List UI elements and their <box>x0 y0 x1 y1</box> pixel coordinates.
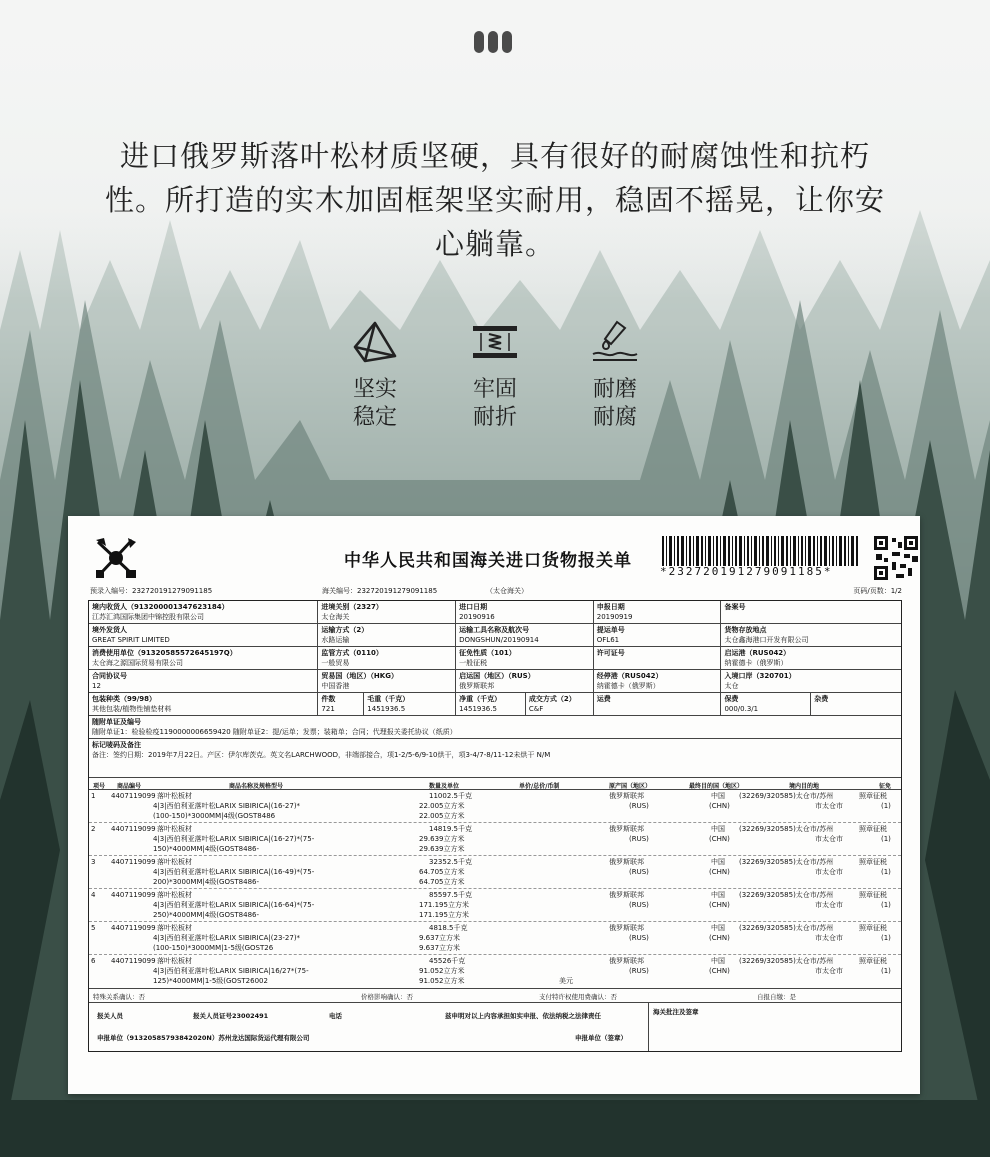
field-cell <box>89 693 318 715</box>
field-label: 贸易国（地区）（HKG） <box>321 672 398 680</box>
feature-firm-durable <box>450 318 540 432</box>
goods-origin-code: (RUS) <box>629 967 649 975</box>
field-value: 太仓海关 <box>321 613 350 621</box>
field-cell <box>721 601 901 623</box>
goods-item-row <box>89 790 901 823</box>
self-report: 自报自缴：是 <box>757 993 796 1001</box>
field-cell <box>456 670 594 692</box>
field-value: DONGSHUN/20190914 <box>459 636 539 644</box>
goods-q3: 171.195立方米 <box>419 911 469 919</box>
goods-spec2: 200)*3000MM|4级(GOST8486- <box>153 878 260 886</box>
goods-spec2: 250)*4000MM|4级(GOST8486- <box>153 911 260 919</box>
goods-q2: 9.637立方米 <box>419 934 461 942</box>
goods-domestic2: 市太仓市 <box>815 868 843 876</box>
field-value: 一般贸易 <box>321 659 350 667</box>
feature-label-line2: 耐腐 <box>592 405 637 430</box>
attached-docs-label: 随附单证及编号 <box>92 718 141 726</box>
press-spring-icon <box>450 318 540 366</box>
goods-domestic2: 市太仓市 <box>815 835 843 843</box>
pager-dot[interactable] <box>502 31 512 53</box>
goods-domestic: (32269/320585)太仓市/苏州 <box>739 858 834 866</box>
goods-q1: 85597.5千克 <box>429 891 472 899</box>
form-grid <box>88 600 902 1052</box>
goods-origin-code: (RUS) <box>629 934 649 942</box>
goods-domestic2: 市太仓市 <box>815 901 843 909</box>
special-relation: 特殊关系确认：否 <box>93 993 145 1001</box>
goods-header-cell: 最终目的国（地区） <box>689 783 744 790</box>
confirm-line <box>89 989 901 1003</box>
page-number: 页码/页数：1/2 <box>853 587 902 595</box>
goods-spec1: 4|3|西伯利亚落叶松LARIX SIBIRICA|(16-27)* <box>153 802 301 810</box>
goods-domestic2: 市太仓市 <box>815 934 843 942</box>
intro-text: 进口俄罗斯落叶松材质坚硬，具有很好的耐腐蚀性和抗朽性。所打造的实木加固框架坚实耐用，稳固不摇晃，让你安心躺靠。 <box>104 139 885 261</box>
goods-header-cell: 商品名称及规格型号 <box>229 783 284 790</box>
goods-q3: 29.639立方米 <box>419 845 465 853</box>
field-label: 监管方式（0110） <box>321 649 383 657</box>
goods-header-cell: 征免 <box>879 783 892 790</box>
goods-no: 3 <box>91 858 96 866</box>
goods-origin: 俄罗斯联邦 <box>609 924 644 932</box>
field-cell <box>594 693 722 715</box>
goods-domestic: (32269/320585)太仓市/苏州 <box>739 891 834 899</box>
goods-levy-code: (1) <box>881 835 891 843</box>
field-row <box>89 693 901 716</box>
feature-label-line1: 耐磨 <box>592 377 637 402</box>
field-label: 运费 <box>596 695 611 703</box>
goods-spec2: 150)*4000MM|4级(GOST8486- <box>153 845 260 853</box>
feature-label-line2: 耐折 <box>472 405 517 430</box>
goods-dest-code: (CHN) <box>709 802 730 810</box>
goods-q3: 91.052立方米 <box>419 977 465 985</box>
field-value: 中国香港 <box>321 682 350 690</box>
pyramid-icon <box>330 318 420 366</box>
test-tube-drop-icon <box>570 318 660 366</box>
goods-spec1: 4|3|西伯利亚落叶松LARIX SIBIRICA|(16-49)*(75- <box>153 868 315 876</box>
goods-item-row <box>89 922 901 955</box>
field-cell <box>364 693 456 715</box>
goods-spec2: 125)*4000MM|1-5级(GOST26002 <box>153 977 268 985</box>
customs-number: 海关编号：232720191279091185 <box>322 587 438 595</box>
goods-q3: 9.637立方米 <box>419 944 461 952</box>
field-label: 入境口岸（320701） <box>724 672 796 680</box>
goods-levy: 照章征税 <box>859 924 887 932</box>
field-value: 纳霍德卡（俄罗斯） <box>596 682 660 690</box>
goods-header-cell: 原产国（地区） <box>609 783 652 790</box>
goods-item-row <box>89 856 901 889</box>
goods-q2: 22.005立方米 <box>419 802 465 810</box>
field-value: 太仓 <box>724 682 739 690</box>
agent-stamp: 申报单位（签章） <box>575 1034 627 1042</box>
goods-spec1: 4|3|西伯利亚落叶松LARIX SIBIRICA|16/27*(75- <box>153 967 309 975</box>
field-label: 杂费 <box>814 695 829 703</box>
goods-levy: 照章征税 <box>859 891 887 899</box>
goods-no: 2 <box>91 825 96 833</box>
goods-dest: 中国 <box>711 957 725 965</box>
field-value: 太仓海之源国际贸易有限公司 <box>92 659 183 667</box>
field-label: 包装种类（99/98） <box>92 695 157 703</box>
field-label: 运输工具名称及航次号 <box>459 626 530 634</box>
field-value: 721 <box>321 705 335 713</box>
goods-name: 落叶松板材 <box>157 825 192 833</box>
field-label: 运输方式（2） <box>321 626 369 634</box>
field-label: 毛重（千克） <box>367 695 410 703</box>
goods-levy-code: (1) <box>881 802 891 810</box>
goods-origin: 俄罗斯联邦 <box>609 957 644 965</box>
goods-header-cell: 商品编号 <box>117 783 142 790</box>
barcode <box>662 536 858 566</box>
goods-origin-code: (RUS) <box>629 835 649 843</box>
feature-label-line1: 牢固 <box>472 377 517 402</box>
field-cell <box>456 601 594 623</box>
field-value: 水路运输 <box>321 636 350 644</box>
attached-docs-value: 随附单证1：检验检疫1190000006659420 随附单证2：提/运单；发票；装箱单；合同；代理报关委托协议（纸质） <box>92 728 457 736</box>
field-label: 净重（千克） <box>459 695 502 703</box>
customs-remarks: 海关批注及签章 <box>653 1008 699 1016</box>
field-cell <box>594 647 722 669</box>
goods-q3: 22.005立方米 <box>419 812 465 820</box>
field-value: C&F <box>528 705 544 713</box>
goods-levy: 照章征税 <box>859 825 887 833</box>
goods-no: 5 <box>91 924 96 932</box>
field-value: 20190919 <box>596 613 633 621</box>
goods-name: 落叶松板材 <box>157 792 192 800</box>
goods-origin: 俄罗斯联邦 <box>609 858 644 866</box>
pre-entry-number: 预录入编号：232720191279091185 <box>90 587 213 595</box>
pager-dot[interactable] <box>488 31 498 53</box>
goods-dest: 中国 <box>711 924 725 932</box>
royalty-confirm: 支付特许权使用费确认：否 <box>539 993 617 1001</box>
field-value: 江苏汇鸿国际集团中锦控股有限公司 <box>92 613 204 621</box>
qr-code-icon <box>874 536 918 580</box>
feature-list <box>330 318 660 432</box>
goods-levy-code: (1) <box>881 901 891 909</box>
goods-no: 6 <box>91 957 96 965</box>
goods-q2: 64.705立方米 <box>419 868 465 876</box>
pager-dots[interactable] <box>474 31 512 53</box>
field-cell <box>89 670 318 692</box>
goods-table <box>89 778 901 989</box>
goods-dest-code: (CHN) <box>709 934 730 942</box>
field-cell <box>318 601 456 623</box>
goods-code: 4407119099 <box>111 891 156 899</box>
field-value: 太仓鑫海港口开发有限公司 <box>724 636 809 644</box>
goods-levy-code: (1) <box>881 934 891 942</box>
goods-code: 4407119099 <box>111 924 156 932</box>
barcode-text: *232720191279091185* <box>660 565 833 578</box>
field-cell <box>721 693 811 715</box>
goods-origin-code: (RUS) <box>629 802 649 810</box>
field-value: 纳霍德卡（俄罗斯） <box>724 659 788 667</box>
goods-q2: 91.052立方米 <box>419 967 465 975</box>
customs-declaration-form <box>68 516 920 1094</box>
goods-header-cell: 数量及单位 <box>429 783 460 790</box>
goods-q1: 14819.5千克 <box>429 825 472 833</box>
goods-dest-code: (CHN) <box>709 868 730 876</box>
goods-dest: 中国 <box>711 825 725 833</box>
goods-levy: 照章征税 <box>859 957 887 965</box>
field-value: 其他包装/植物性铺垫材料 <box>92 705 172 713</box>
goods-code: 4407119099 <box>111 858 156 866</box>
field-label: 申报日期 <box>596 603 625 611</box>
marks-value: 备注：签约日期：2019年7月22日。产区：伊尔库茨克。英文名LARCHWOOD，非端部接合，项1-2/5-6/9-10烘干，项3-4/7-8/11-12未烘干 N/M <box>92 751 551 759</box>
field-label: 成交方式（2） <box>528 695 576 703</box>
field-cell <box>89 647 318 669</box>
goods-q1: 11002.5千克 <box>429 792 472 800</box>
goods-item-row <box>89 823 901 856</box>
customs-emblem-icon <box>92 534 140 582</box>
field-cell <box>89 601 318 623</box>
price-influence: 价格影响确认：否 <box>361 993 413 1001</box>
field-value: 000/0.3/1 <box>724 705 759 713</box>
field-row <box>89 670 901 693</box>
goods-domestic2: 市太仓市 <box>815 802 843 810</box>
field-cell <box>721 647 901 669</box>
goods-domestic2: 市太仓市 <box>815 967 843 975</box>
field-cell <box>456 624 594 646</box>
goods-origin: 俄罗斯联邦 <box>609 792 644 800</box>
field-row <box>89 624 901 647</box>
field-label: 征免性质（101） <box>459 649 516 657</box>
field-label: 消费使用单位（91320585572645197Q） <box>92 649 237 657</box>
field-label: 保费 <box>724 695 739 703</box>
field-value: 1451936.5 <box>367 705 406 713</box>
attached-docs <box>89 716 901 738</box>
field-label: 许可证号 <box>596 649 625 657</box>
goods-code: 4407119099 <box>111 825 156 833</box>
goods-q3: 64.705立方米 <box>419 878 465 886</box>
field-value: 20190916 <box>459 613 495 621</box>
feature-solid-stable <box>330 318 420 432</box>
goods-q1: 32352.5千克 <box>429 858 472 866</box>
legal-statement: 兹申明对以上内容承担如实申报、依法纳税之法律责任 <box>445 1012 601 1020</box>
agent-unit: 申报单位（91320585793842020N）苏州龙达国际货运代理有限公司 <box>97 1034 310 1042</box>
goods-spec1: 4|3|西伯利亚落叶松LARIX SIBIRICA|(16-27)*(75- <box>153 835 315 843</box>
goods-domestic: (32269/320585)太仓市/苏州 <box>739 957 834 965</box>
goods-q2: 29.639立方米 <box>419 835 465 843</box>
field-label: 境外发货人 <box>92 626 127 634</box>
feature-wear-corrosion <box>570 318 660 432</box>
field-cell <box>594 624 722 646</box>
phone-label: 电话 <box>329 1012 342 1020</box>
feature-label-line1: 坚实 <box>352 377 397 402</box>
goods-spec1: 4|3|西伯利亚落叶松LARIX SIBIRICA|(23-27)* <box>153 934 301 942</box>
form-footer <box>89 1003 901 1051</box>
field-value: 1451936.5 <box>459 705 497 713</box>
goods-q1: 4818.5千克 <box>429 924 468 932</box>
field-value: 一般征税 <box>459 659 488 667</box>
goods-q1: 45526千克 <box>429 957 466 965</box>
field-label: 合同协议号 <box>92 672 127 680</box>
goods-code: 4407119099 <box>111 792 156 800</box>
goods-dest-code: (CHN) <box>709 835 730 843</box>
goods-levy-code: (1) <box>881 868 891 876</box>
customs-port: （太仓海关） <box>486 587 528 595</box>
field-cell <box>318 670 456 692</box>
goods-item-row <box>89 955 901 988</box>
form-title: 中华人民共和国海关进口货物报关单 <box>344 551 632 571</box>
field-cell <box>811 693 901 715</box>
goods-name: 落叶松板材 <box>157 891 192 899</box>
goods-no: 4 <box>91 891 96 899</box>
feature-label-line2: 稳定 <box>352 405 397 430</box>
marks-remarks <box>89 739 901 777</box>
field-value: GREAT SPIRIT LIMITED <box>92 636 170 644</box>
goods-name: 落叶松板材 <box>157 924 192 932</box>
field-row <box>89 601 901 624</box>
goods-header-cell: 单价/总价/币制 <box>519 783 560 790</box>
goods-dest-code: (CHN) <box>709 901 730 909</box>
goods-name: 落叶松板材 <box>157 957 192 965</box>
field-cell <box>456 693 526 715</box>
field-row <box>89 647 901 670</box>
goods-levy-code: (1) <box>881 967 891 975</box>
field-label: 境内收货人（91320000134762318​4） <box>92 603 229 611</box>
field-cell <box>89 624 318 646</box>
field-cell <box>594 601 722 623</box>
goods-code: 4407119099 <box>111 957 156 965</box>
goods-dest: 中国 <box>711 792 725 800</box>
field-cell <box>318 624 456 646</box>
field-cell <box>721 624 901 646</box>
field-label: 进境关别（2327） <box>321 603 383 611</box>
goods-dest: 中国 <box>711 891 725 899</box>
field-label: 启运国（地区）（RUS） <box>459 672 535 680</box>
goods-header <box>89 778 901 790</box>
goods-dest-code: (CHN) <box>709 967 730 975</box>
declarant-cert: 报关人员证号23002491 <box>193 1012 269 1020</box>
field-label: 启运港（RUS042） <box>724 649 791 657</box>
field-value: OFL61 <box>596 636 620 644</box>
field-label: 备案号 <box>724 603 746 611</box>
goods-origin-code: (RUS) <box>629 901 649 909</box>
goods-origin: 俄罗斯联邦 <box>609 891 644 899</box>
field-cell <box>721 670 901 692</box>
field-label: 提运单号 <box>596 626 625 634</box>
declarant-label: 报关人员 <box>97 1012 123 1020</box>
goods-domestic: (32269/320585)太仓市/苏州 <box>739 825 834 833</box>
field-value: 12 <box>92 682 101 690</box>
pager-dot[interactable] <box>474 31 484 53</box>
declarant-block <box>89 1003 649 1051</box>
field-label: 货物存放地点 <box>724 626 767 634</box>
goods-dest: 中国 <box>711 858 725 866</box>
goods-item-row <box>89 889 901 922</box>
goods-spec1: 4|3|西伯利亚落叶松LARIX SIBIRICA|(16-64)*(75- <box>153 901 315 909</box>
goods-header-cell: 境内目的地 <box>789 783 820 790</box>
field-label: 经停港（RUS042） <box>596 672 663 680</box>
goods-q2: 171.195立方米 <box>419 901 469 909</box>
goods-origin-code: (RUS) <box>629 868 649 876</box>
goods-spec2: (100-150)*3000MM|1-5级(GOST26 <box>153 944 274 952</box>
goods-levy: 照章征税 <box>859 792 887 800</box>
goods-no: 1 <box>91 792 96 800</box>
field-cell <box>594 670 722 692</box>
goods-currency: 美元 <box>559 977 573 985</box>
field-cell <box>456 647 594 669</box>
goods-domestic: (32269/320585)太仓市/苏州 <box>739 792 834 800</box>
field-value: 俄罗斯联邦 <box>459 682 495 690</box>
goods-name: 落叶松板材 <box>157 858 192 866</box>
goods-header-cell: 项号 <box>93 783 106 790</box>
goods-origin: 俄罗斯联邦 <box>609 825 644 833</box>
goods-levy: 照章征税 <box>859 858 887 866</box>
field-label: 进口日期 <box>459 603 488 611</box>
goods-domestic: (32269/320585)太仓市/苏州 <box>739 924 834 932</box>
field-cell <box>318 647 456 669</box>
field-cell <box>318 693 364 715</box>
marks-label: 标记唛码及备注 <box>92 741 141 749</box>
goods-spec2: (100-150)*3000MM|4级(GOST8486 <box>153 812 276 820</box>
field-cell <box>526 693 594 715</box>
field-label: 件数 <box>321 695 336 703</box>
